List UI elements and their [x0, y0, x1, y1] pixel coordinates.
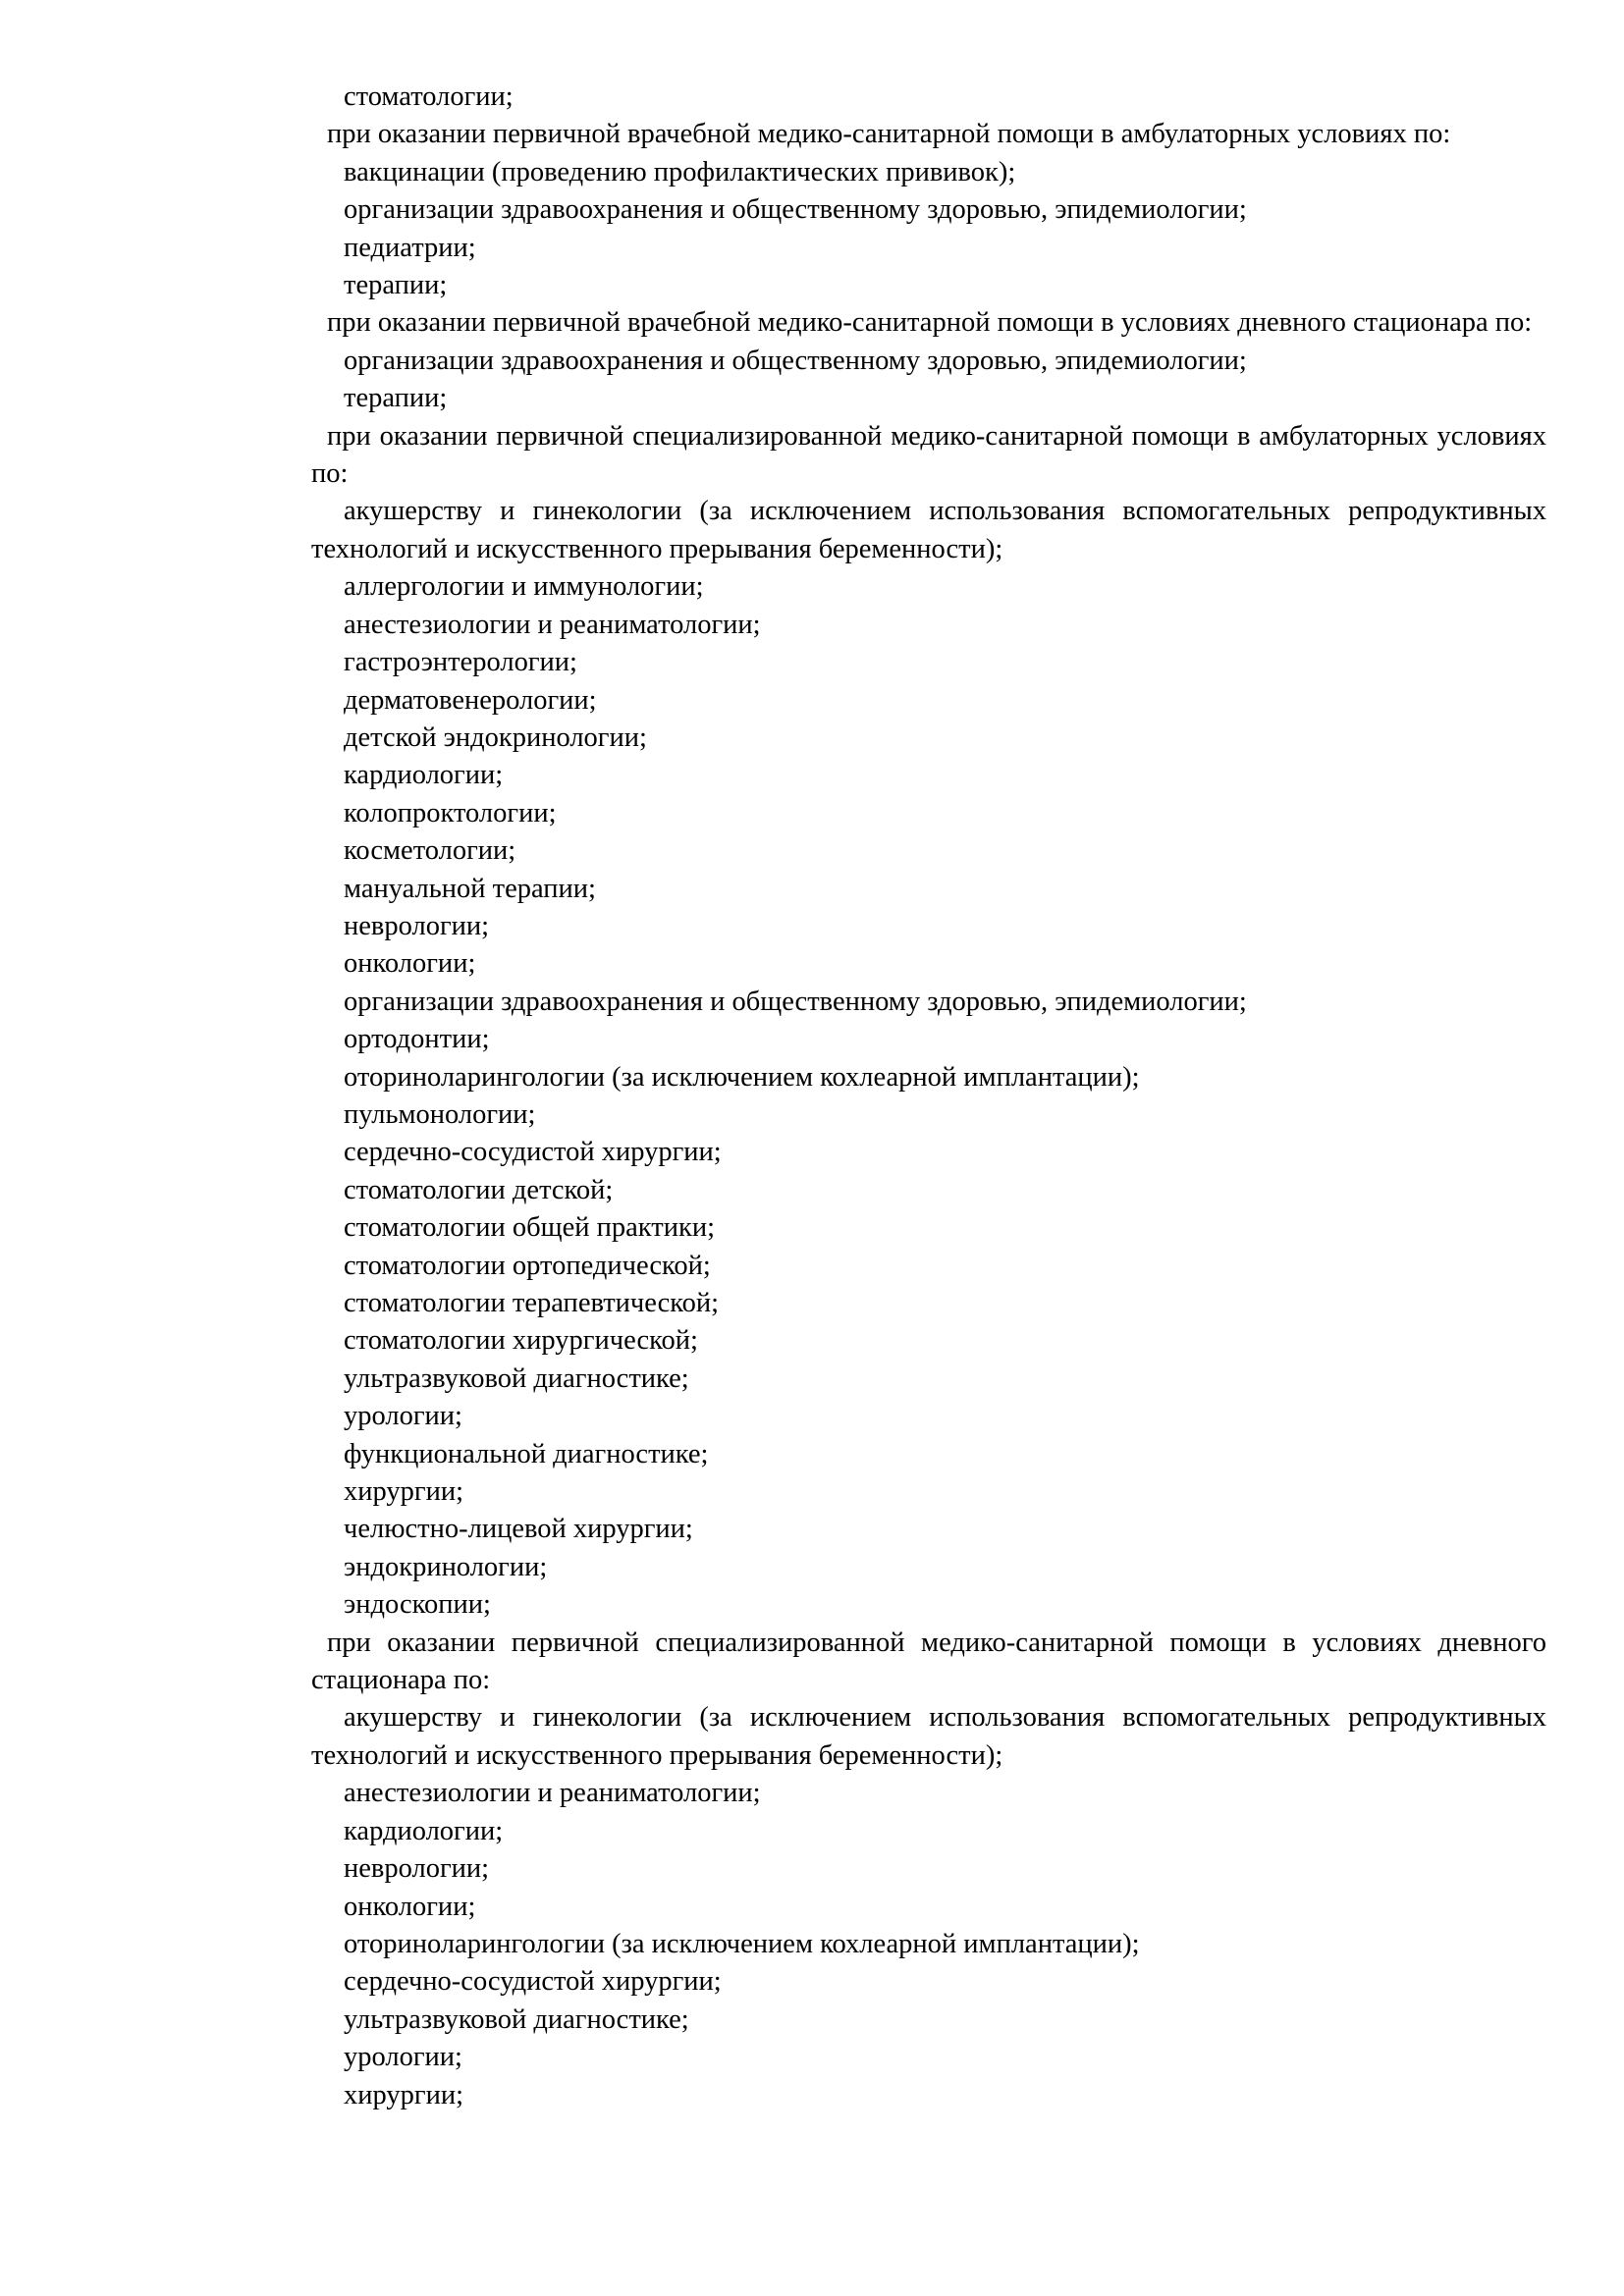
list-item: организации здравоохранения и общественному здоровью, эпидемиологии;: [344, 986, 1247, 1017]
list-item: анестезиологии и реаниматологии;: [344, 609, 761, 640]
list-item: хирургии;: [344, 2079, 463, 2110]
list-item: стоматологии общей практики;: [344, 1212, 716, 1244]
list-item: онкологии;: [344, 948, 476, 980]
list-item: терапии;: [344, 270, 448, 301]
list-item: колопроктологии;: [344, 797, 557, 828]
list-item: гастроэнтерологии;: [344, 647, 577, 678]
section-heading-paragraph: при оказании первичной врачебной медико-санитарной помощи в условиях дневного стационара по:: [327, 307, 1533, 339]
list-item: урологии;: [344, 1401, 462, 1432]
list-item: оториноларингологии (за исключением кохлеарной имплантации);: [344, 1061, 1140, 1093]
list-item: челюстно-лицевой хирургии;: [344, 1514, 693, 1545]
list-item: терапии;: [344, 383, 448, 414]
list-item: стоматологии ортопедической;: [344, 1250, 711, 1281]
list-item: кардиологии;: [344, 760, 504, 791]
list-item: акушерству и гинекологии (за исключением использования вспомогательных репродуктивных технологий и искусственного прерывания беременности);: [311, 1702, 1546, 1771]
document-page: [311, 79, 1546, 2114]
list-item: онкологии;: [344, 1891, 476, 1922]
section-heading-paragraph: при оказании первичной врачебной медико-санитарной помощи в амбулаторных условиях по:: [327, 119, 1451, 150]
list-item: детской эндокринологии;: [344, 721, 647, 753]
list-item: урологии;: [344, 2042, 462, 2073]
list-item: стоматологии хирургической;: [344, 1325, 698, 1357]
list-item: оториноларингологии (за исключением кохлеарной имплантации);: [344, 1928, 1140, 1959]
list-item: функциональной диагностике;: [344, 1438, 709, 1469]
list-item: стоматологии;: [344, 81, 514, 112]
list-item: аллергологии и иммунологии;: [344, 571, 704, 603]
list-item: неврологии;: [344, 910, 490, 941]
list-item: ортодонтии;: [344, 1024, 490, 1055]
list-item: косметологии;: [344, 835, 516, 867]
list-item: сердечно-сосудистой хирургии;: [344, 1137, 722, 1168]
list-item: эндоскопии;: [344, 1589, 491, 1621]
list-item: педиатрии;: [344, 232, 476, 263]
section-heading-paragraph: при оказании первичной специализированной медико-санитарной помощи в условиях дневного стационара по:: [311, 1627, 1546, 1696]
list-item: пульмонологии;: [344, 1098, 536, 1130]
list-item: сердечно-сосудистой хирургии;: [344, 1966, 722, 1998]
list-item: ультразвуковой диагностике;: [344, 1362, 689, 1394]
list-item: организации здравоохранения и общественному здоровью, эпидемиологии;: [344, 194, 1247, 226]
list-item: неврологии;: [344, 1853, 490, 1885]
list-item: ультразвуковой диагностике;: [344, 2003, 689, 2035]
list-item: акушерству и гинекологии (за исключением использования вспомогательных репродуктивных технологий и искусственного прерывания беременности);: [311, 496, 1546, 564]
list-item: кардиологии;: [344, 1815, 504, 1846]
list-item: дерматовенерологии;: [344, 684, 597, 716]
list-item: мануальной терапии;: [344, 873, 596, 904]
list-item: хирургии;: [344, 1476, 463, 1508]
list-item: стоматологии детской;: [344, 1174, 614, 1205]
list-item: анестезиологии и реаниматологии;: [344, 1778, 761, 1809]
list-item: эндокринологии;: [344, 1551, 548, 1582]
list-item: вакцинации (проведению профилактических прививок);: [344, 156, 1016, 187]
list-item: стоматологии терапевтической;: [344, 1288, 720, 1318]
list-item: организации здравоохранения и общественному здоровью, эпидемиологии;: [344, 345, 1247, 376]
section-heading-paragraph: при оказании первичной специализированной медико-санитарной помощи в амбулаторных условиях по:: [311, 420, 1546, 490]
